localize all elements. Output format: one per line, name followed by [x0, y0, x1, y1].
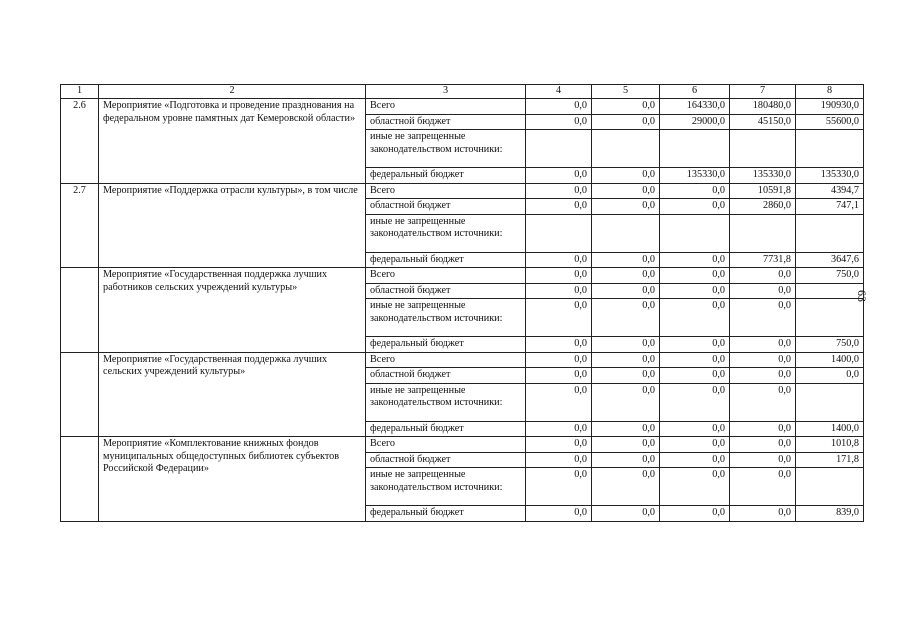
value-cell: 135330,0: [660, 168, 730, 184]
value-cell: 164330,0: [660, 99, 730, 115]
value-cell: 0,0: [526, 368, 592, 384]
funding-source: Всего: [366, 437, 526, 453]
value-cell: 0,0: [526, 468, 592, 506]
value-cell: 0,0: [526, 421, 592, 437]
header-cell: 3: [366, 85, 526, 99]
header-cell: 4: [526, 85, 592, 99]
value-cell: 0,0: [730, 337, 796, 353]
value-cell: 0,0: [526, 183, 592, 199]
value-cell: 0,0: [660, 337, 730, 353]
funding-source: областной бюджет: [366, 114, 526, 130]
value-cell: 10591,8: [730, 183, 796, 199]
value-cell: 0,0: [730, 368, 796, 384]
value-cell: 0,0: [660, 506, 730, 522]
value-cell: [526, 214, 592, 252]
value-cell: 0,0: [660, 421, 730, 437]
value-cell: 1010,8: [796, 437, 864, 453]
header-cell: 1: [61, 85, 99, 99]
value-cell: 0,0: [660, 268, 730, 284]
value-cell: 1400,0: [796, 352, 864, 368]
value-cell: 0,0: [526, 99, 592, 115]
value-cell: 135330,0: [730, 168, 796, 184]
table-row: [61, 268, 864, 284]
value-cell: 0,0: [730, 383, 796, 421]
value-cell: 0,0: [660, 352, 730, 368]
value-cell: [796, 383, 864, 421]
funding-source: иные не запрещенные законодательством источники:: [366, 468, 526, 506]
value-cell: 0,0: [526, 283, 592, 299]
funding-source: иные не запрещенные законодательством источники:: [366, 383, 526, 421]
funding-source: федеральный бюджет: [366, 168, 526, 184]
value-cell: 0,0: [592, 383, 660, 421]
table-row: [61, 437, 864, 453]
value-cell: 190930,0: [796, 99, 864, 115]
funding-source: федеральный бюджет: [366, 337, 526, 353]
value-cell: 0,0: [730, 452, 796, 468]
funding-source: федеральный бюджет: [366, 506, 526, 522]
value-cell: 0,0: [730, 299, 796, 337]
funding-source: иные не запрещенные законодательством источники:: [366, 214, 526, 252]
value-cell: 0,0: [592, 452, 660, 468]
value-cell: 750,0: [796, 337, 864, 353]
activity-name: Мероприятие «Подготовка и проведение празднования на федеральном уровне памятных дат Кемеровской области»: [99, 99, 366, 184]
funding-source: иные не запрещенные законодательством источники:: [366, 299, 526, 337]
value-cell: 180480,0: [730, 99, 796, 115]
value-cell: 0,0: [730, 352, 796, 368]
header-cell: 2: [99, 85, 366, 99]
item-number: 2.7: [61, 183, 99, 268]
value-cell: [592, 130, 660, 168]
activity-name: Мероприятие «Государственная поддержка лучших сельских учреждений культуры»: [99, 352, 366, 437]
value-cell: 4394,7: [796, 183, 864, 199]
value-cell: 0,0: [526, 199, 592, 215]
value-cell: 0,0: [526, 252, 592, 268]
value-cell: 45150,0: [730, 114, 796, 130]
value-cell: 1400,0: [796, 421, 864, 437]
value-cell: 0,0: [592, 168, 660, 184]
header-cell: 6: [660, 85, 730, 99]
funding-source: иные не запрещенные законодательством источники:: [366, 130, 526, 168]
value-cell: 0,0: [660, 252, 730, 268]
value-cell: 0,0: [592, 337, 660, 353]
funding-source: областной бюджет: [366, 199, 526, 215]
value-cell: 0,0: [526, 114, 592, 130]
value-cell: 0,0: [526, 337, 592, 353]
value-cell: 3647,6: [796, 252, 864, 268]
header-cell: 7: [730, 85, 796, 99]
value-cell: 747,1: [796, 199, 864, 215]
activity-name: Мероприятие «Государственная поддержка лучших работников сельских учреждений культуры»: [99, 268, 366, 353]
value-cell: 0,0: [730, 468, 796, 506]
value-cell: 0,0: [592, 252, 660, 268]
value-cell: 0,0: [660, 283, 730, 299]
value-cell: 0,0: [526, 506, 592, 522]
header-row: [61, 85, 864, 99]
item-number: [61, 352, 99, 437]
value-cell: 750,0: [796, 268, 864, 284]
value-cell: [592, 214, 660, 252]
value-cell: 0,0: [592, 506, 660, 522]
value-cell: 0,0: [592, 183, 660, 199]
value-cell: [730, 214, 796, 252]
funding-source: федеральный бюджет: [366, 252, 526, 268]
value-cell: 0,0: [592, 421, 660, 437]
value-cell: 0,0: [730, 283, 796, 299]
funding-source: Всего: [366, 183, 526, 199]
value-cell: 0,0: [526, 168, 592, 184]
value-cell: 839,0: [796, 506, 864, 522]
value-cell: 55600,0: [796, 114, 864, 130]
value-cell: 0,0: [660, 383, 730, 421]
funding-source: федеральный бюджет: [366, 421, 526, 437]
funding-source: областной бюджет: [366, 283, 526, 299]
value-cell: 0,0: [660, 437, 730, 453]
value-cell: [660, 130, 730, 168]
value-cell: 0,0: [730, 268, 796, 284]
value-cell: 0,0: [592, 283, 660, 299]
value-cell: 0,0: [592, 199, 660, 215]
value-cell: 0,0: [526, 383, 592, 421]
value-cell: [730, 130, 796, 168]
item-number: [61, 437, 99, 522]
funding-source: областной бюджет: [366, 368, 526, 384]
header-cell: 8: [796, 85, 864, 99]
value-cell: 135330,0: [796, 168, 864, 184]
value-cell: [796, 130, 864, 168]
value-cell: 0,0: [592, 99, 660, 115]
value-cell: 0,0: [526, 352, 592, 368]
page-number: 63: [855, 290, 869, 302]
header-cell: 5: [592, 85, 660, 99]
value-cell: 0,0: [660, 368, 730, 384]
value-cell: [796, 299, 864, 337]
value-cell: 0,0: [660, 299, 730, 337]
value-cell: 0,0: [592, 437, 660, 453]
value-cell: 29000,0: [660, 114, 730, 130]
item-number: [61, 268, 99, 353]
activity-name: Мероприятие «Комплектование книжных фондов муниципальных общедоступных библиотек субъектов Российской Федерации»: [99, 437, 366, 522]
value-cell: [796, 214, 864, 252]
value-cell: 0,0: [660, 468, 730, 506]
value-cell: 0,0: [592, 468, 660, 506]
value-cell: 2860,0: [730, 199, 796, 215]
value-cell: 0,0: [796, 368, 864, 384]
value-cell: 0,0: [592, 368, 660, 384]
value-cell: 0,0: [526, 437, 592, 453]
value-cell: 0,0: [526, 452, 592, 468]
value-cell: 0,0: [730, 437, 796, 453]
value-cell: 0,0: [660, 199, 730, 215]
value-cell: [660, 214, 730, 252]
value-cell: 0,0: [592, 114, 660, 130]
value-cell: [526, 130, 592, 168]
funding-source: областной бюджет: [366, 452, 526, 468]
table-row: [61, 352, 864, 368]
value-cell: [796, 468, 864, 506]
value-cell: 0,0: [592, 352, 660, 368]
value-cell: 7731,8: [730, 252, 796, 268]
value-cell: 0,0: [730, 421, 796, 437]
value-cell: 0,0: [526, 268, 592, 284]
funding-source: Всего: [366, 99, 526, 115]
activity-name: Мероприятие «Поддержка отрасли культуры», в том числе: [99, 183, 366, 268]
value-cell: 0,0: [660, 183, 730, 199]
item-number: 2.6: [61, 99, 99, 184]
table-row: [61, 183, 864, 199]
budget-table: [60, 84, 864, 522]
value-cell: 0,0: [592, 268, 660, 284]
table-row: [61, 99, 864, 115]
value-cell: 0,0: [592, 299, 660, 337]
funding-source: Всего: [366, 352, 526, 368]
value-cell: 0,0: [526, 299, 592, 337]
value-cell: 0,0: [660, 452, 730, 468]
value-cell: 0,0: [730, 506, 796, 522]
table-body: [61, 99, 864, 522]
funding-source: Всего: [366, 268, 526, 284]
value-cell: 171,8: [796, 452, 864, 468]
